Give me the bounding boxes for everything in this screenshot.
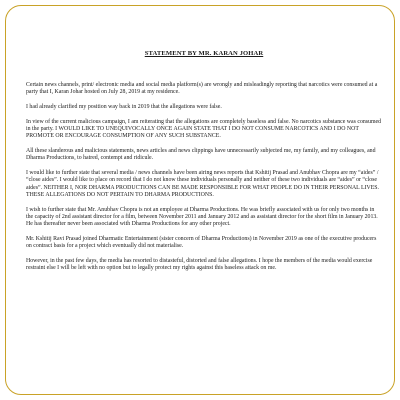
paragraph-6: I wish to further state that Mr. Anubhav Chopra is not an employee at Dharma Productions. He was briefly associated with us for only two months in the capacity of 2nd assistant director for a film, between November 2011 and January 2012 and as assistant director for the short film in January 2013. He has thereafter never been associated with Dharma Productions for any other project.: [26, 206, 378, 227]
document-frame: [5, 5, 395, 395]
paragraph-7: Mr. Kshitij Ravi Prasad joined Dharmatic Entertainment (sister concern of Dharma Productions) in November 2019 as one of the executive producers on contract basis for a project which eventually did not materialise.: [26, 235, 377, 249]
paragraph-1: Certain news channels, print/ electronic media and social media platform(s) are wrongly and misleadingly reporting that narcotics were consumed at a party that I, Karan Johar hosted on July 28, 2019 at my residence.: [26, 82, 378, 96]
paragraph-2: I had already clarified my position way back in 2019 that the allegations were false.: [26, 104, 222, 110]
statement-title: STATEMENT BY MR. KARAN JOHAR: [144, 50, 264, 57]
paragraph-5: I would like to further state that several media / news channels have been airing news reports that Kshitij Prasad and Anubhav Chopra are my “aides” / “close aides”. I would like to place on record that I do not know these individuals personally and neither of these two individuals are “aides” or “close aides”. NEITHER I, NOR DHARMA PRODUCTIONS CAN BE MADE RESPONSIBLE FOR WHAT PEOPLE DO IN THEIR PERSONAL LIVES. THESE ALLEGATIONS DO NOT PERTAIN TO DHARMA PRODUCTIONS.: [26, 170, 380, 198]
paragraph-4: All these slanderous and malicious statements, news articles and news clippings have unnecessarily subjected me, my family, and my colleagues, and Dharma Productions, to hatred, contempt and ridicule.: [26, 148, 376, 162]
paragraph-3: In view of the current malicious campaign, I am reiterating that the allegations are completely baseless and false. No narcotics substance was consumed in the party. I WOULD LIKE TO UNEQUIVOCALLY ONCE AGAIN STATE THAT I DO NOT CONSUME NARCOTICS AND I DO NOT PROMOTE OR ENCOURAGE CONSUMPTION OF ANY SUCH SUBSTANCE.: [26, 118, 382, 140]
statement-body: [26, 50, 382, 280]
paragraph-8: However, in the past few days, the media has resorted to distasteful, distorted and false allegations. I hope the members of the media would exercise restraint else I will be left with no option but to legally protect my rights against this baseless attack on me.: [26, 257, 373, 271]
